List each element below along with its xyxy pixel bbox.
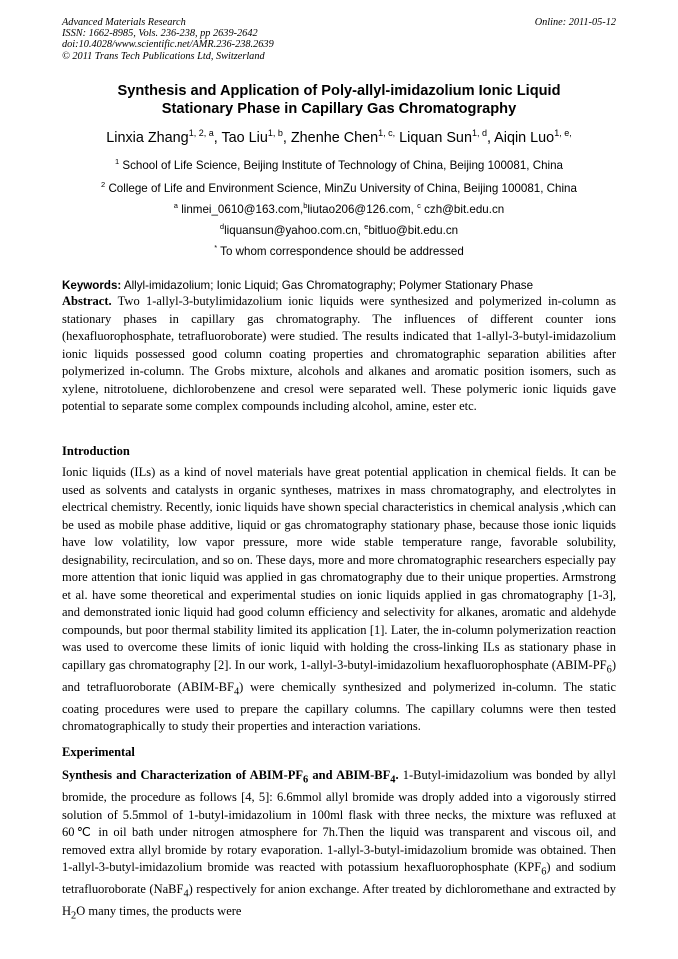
paper-title	[62, 82, 616, 118]
subscript: 6	[303, 774, 309, 786]
page-header	[62, 17, 616, 62]
author-name: Tao Liu	[221, 129, 268, 146]
correspondence-note	[62, 243, 616, 258]
experimental-heading: Experimental	[62, 745, 135, 759]
affiliation-1	[62, 157, 616, 172]
subscript: 4	[390, 774, 396, 786]
affiliation-text: School of Life Science, Beijing Institute of Technology of China, Beijing 100081, China	[122, 158, 564, 172]
experimental-text: 1-Butyl-imidazolium was bonded by allyl bromide, the procedure as follows [4, 5]: 6.6mmol allyl bromide was droply added into a vigorously stirred solution of 5.5mmol of 1-butyl-imidazolium in 100ml flask with three necks, the mixture was refluxed at 60℃ in oil bath under nitrogen atmosphere for 7h.Then the liquid was transparent and viscous oil, and removed extra allyl bromide by rotary evaporation. 1-allyl-3-butyl-imidazolium bromide was obtained. Then 1-allyl-3-butyl-imidazolium bromide was reacted with potassium hexafluorophosphate (KPF	[62, 768, 616, 874]
experimental-text: O many times, the products were	[76, 904, 242, 918]
title-line-1: Synthesis and Application of Poly-allyl-imidazolium Ionic Liquid	[117, 83, 561, 99]
subscript: 6	[606, 664, 612, 675]
introduction-heading: Introduction	[62, 444, 130, 458]
affiliation-text: College of Life and Environment Science, MinZu University of China, Beijing 100081, China	[108, 181, 577, 195]
email-sup: e	[364, 222, 369, 231]
email-link[interactable]: liquansun@yahoo.com.cn,	[224, 223, 361, 237]
email-link[interactable]: liutao206@126.com,	[307, 202, 414, 216]
author-sup: 1, b	[267, 128, 283, 138]
experimental-text: ) respectively for anion exchange. After treated by dichloromethane and extracted by H	[62, 882, 616, 918]
keywords-line	[62, 279, 616, 293]
subscript: 2	[71, 910, 77, 922]
intro-text: Ionic liquids (ILs) as a kind of novel materials have great potential application in chemical fields. It can be used as solvents and catalysts in organic syntheses, matrixes in mass chromatography, and electrolytes in electrical chemistry. Recently, ionic liquids have shown special characteristics in chemical analysis ,which can be used as mobile phase additive, liquid or gas chromatography stationary phase, because those ionic liquids have low volatility, low vapor pressure, more wide stable temperature range, favorable solubility, designability, recirculation, and so on. These days, more and more chromatographic researchers especially pay more attention that ionic liquid was applied in gas chromatography due to their unique properties. Armstrong et al. have some theoretical and experimental studies on ionic liquids applied in gas chromatography [1-3], and demonstrated ionic liquid had good column efficiency and selectivity for alkanes, aromatic and aldehyde compounds, but poor thermal stability limited its application [1]. Later, the in-column polymerization reaction was used to overcome these limits of ionic liquid with holding the cross-linking ILs as stationary phase in capillary gas chromatography [2]. In our work, 1-allyl-3-butyl-imidazolium hexafluorophosphate (ABIM-PF	[62, 465, 616, 672]
email-sup: c	[417, 201, 421, 210]
abstract-paragraph	[62, 293, 616, 416]
abstract-text: Two 1-allyl-3-butylimidazolium ionic liquids were synthesized and polymerized in-column as stationary phases in capillary gas chromatography. The influences of different counter ions (hexafluorophosphate, tetrafluoroborate) were studied. The results indicated that 1-allyl-3-butyl-imidazolium ionic liquids possessed good column coating properties and chromatographic separation abilities after polymerized in-column. The Grobs mixture, alcohols and alkanes and aromatic position isomers, such as xylene, nitrotoluene, dichlorobenzene and cresol were separated well. These polymeric ionic liquids gave potential to separate some complex compounds including alcohol, amine, ester etc.	[62, 294, 616, 413]
email-link[interactable]: czh@bit.edu.cn	[424, 202, 505, 216]
introduction-paragraph	[62, 464, 616, 736]
subsection-text: Synthesis and Characterization of ABIM-PF	[62, 768, 304, 782]
subsection-title	[62, 768, 399, 786]
subscript: 4	[183, 888, 189, 900]
keywords-label: Keywords:	[62, 279, 122, 292]
email-link[interactable]: bitluo@bit.edu.cn	[368, 223, 459, 237]
doi-line: doi:10.4028/www.scientific.net/AMR.236-238.2639	[62, 39, 274, 51]
author-sup: 1, 2, a	[188, 128, 214, 138]
email-line-1	[62, 201, 616, 216]
author-name: Aiqin Luo	[494, 129, 555, 146]
subscript: 6	[541, 866, 547, 878]
subscript: 4	[233, 686, 240, 697]
journal-name: Advanced Materials Research	[62, 17, 186, 28]
affiliation-2	[62, 180, 616, 195]
author-list: Linxia Zhang$^{1, 2, a}$, Tao Liu$^{1, b}$, Zhenhe Chen$^{1, c,}$ Liquan Sun$^{1, d}$, Aiqin Luo$^{1, e,}$	[106, 128, 572, 146]
issn-line: ISSN: 1662-8985, Vols. 236-238, pp 2639-2642	[62, 28, 258, 40]
email-sup: b	[303, 201, 308, 210]
author-name: Linxia Zhang	[106, 129, 189, 146]
author-sup: 1, c,	[378, 128, 396, 138]
corr-sup: *	[214, 243, 218, 252]
subsection-text: .	[395, 768, 399, 782]
copyright-line: © 2011 Trans Tech Publications Ltd, Switzerland	[62, 50, 265, 62]
affiliation-sup: 2	[101, 180, 106, 189]
email-sup: a	[173, 201, 178, 210]
email-line-2	[62, 222, 616, 237]
keywords-text: Allyl-imidazolium; Ionic Liquid; Gas Chromatography; Polymer Stationary Phase	[123, 279, 534, 292]
corr-text: To whom correspondence should be addressed	[220, 244, 464, 258]
intro-text: ) were chemically synthesized and polymerized in-column. The static coating procedures were used to prepare the capillary columns. The capillary columns were then tested chromatographically to study their properties and interaction variations.	[62, 679, 616, 733]
author-sup: 1, d	[471, 128, 487, 138]
affiliation-sup: 1	[114, 157, 120, 166]
author-name: Liquan Sun	[399, 129, 472, 146]
author-sup: 1, e,	[554, 128, 572, 138]
abstract-label: Abstract.	[62, 294, 112, 308]
experimental-paragraph	[62, 767, 616, 925]
email-link[interactable]: linmei_0610@163.com,	[181, 202, 304, 216]
experimental-text: ) and sodium tetrafluoroborate (NaBF	[62, 860, 616, 896]
author-name: Zhenhe Chen	[290, 129, 379, 146]
online-date: Online: 2011-05-12	[534, 17, 616, 28]
email-sup: d	[219, 222, 225, 231]
subsection-text: and ABIM-BF	[308, 768, 391, 782]
intro-text: ) and tetrafluoroborate (ABIM-BF	[62, 657, 616, 694]
title-line-2: Stationary Phase in Capillary Gas Chromatography	[161, 101, 517, 117]
